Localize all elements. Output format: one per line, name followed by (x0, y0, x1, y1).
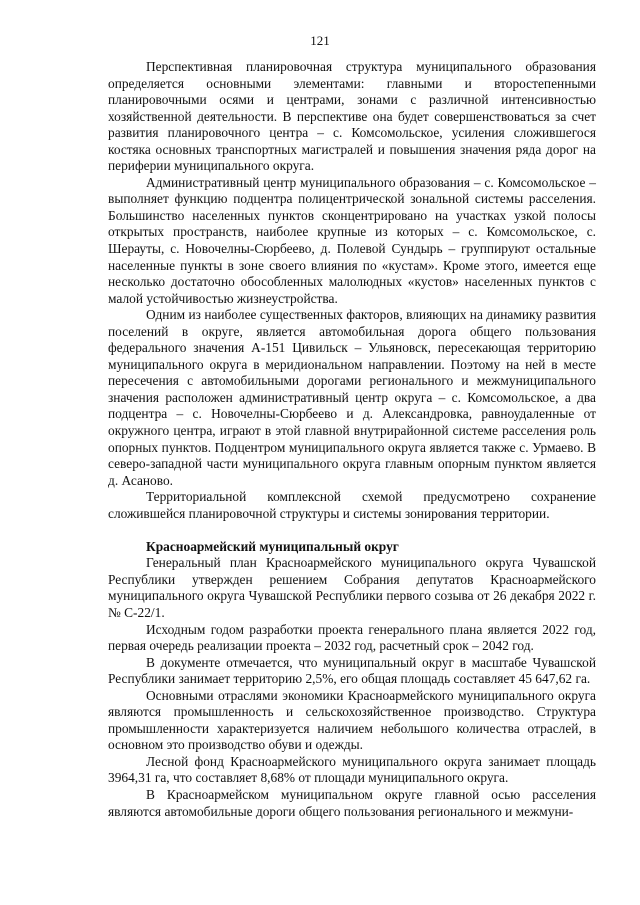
paragraph-settlement-axis: В Красноармейском муниципальном округе главной осью расселения являются автомобильные дороги общего пользования регионального и межмуни- (108, 787, 596, 819)
paragraph-territorial-scheme: Территориальной комплексной схемой предусмотрено сохранение сложившейся планировочной структуры и системы зонирования территории. (108, 489, 596, 521)
section-heading: Красноармейский муниципальный округ (146, 538, 399, 554)
paragraph-economy: Основными отраслями экономики Красноармейского муниципального округа являются промышленность и сельскохозяйственное производство. Структура промышленности характеризуется наличием небольшого количества отраслей, в основном это производство обуви и одежды. (108, 687, 596, 753)
paragraph-administrative-center: Административный центр муниципального образования – с. Комсомольское – выполняет функцию подцентра полицентрической зональной системы расселения. Большинство населенных пунктов сконцентрировано на участках узкой полосы открытых пространств, наиболее крупные из которых – с. Комсомольское, с. Шерауты, с. Новочелны-Сюрбеево, д. Полевой Сундырь – группируют остальные населенные пункты в зоне своего влияния по «кустам». Кроме этого, имеется еще несколько достаточно обособленных малолюдных «кустов» населенных пунктов с малой устойчивостью жизнеустройства. (108, 174, 596, 306)
page-content (108, 59, 596, 820)
paragraph-highway-factor: Одним из наиболее существенных факторов, влияющих на динамику развития поселений в округе, является автомобильная дорога общего пользования федерального значения А-151 Цивильск – Ульяновск, пересекающая территорию муниципального округа в меридиональном направлении. Поэтому на ней в месте пересечения с автомобильными дорогами регионального и межмуниципального значения расположен административный центр округа – с. Комсомольское, а два подцентра – с. Новочелны-Сюрбеево и д. Александровка, равноудаленные от окружного центра, играют в этой главной внутрирайонной системе расселения роль опорных пунктов. Подцентром муниципального округа является также с. Урмаево. В северо-западной части муниципального округа главным опорным пунктом является д. Асаново. (108, 307, 596, 488)
page-number: 121 (310, 33, 330, 48)
paragraph-general-plan: Генеральный план Красноармейского муниципального округа Чувашской Республики утвержден решением Собрания депутатов Красноармейского муниципального округа Чувашской Республики первого созыва от 26 декабря 2022 г. № С-22/1. (108, 555, 596, 620)
paragraph-forest-fund: Лесной фонд Красноармейского муниципального округа занимает площадь 3964,31 га, что составляет 8,68% от площади муниципального округа. (108, 753, 596, 786)
paragraph-plan-dates: Исходным годом разработки проекта генерального плана является 2022 год, первая очередь реализации проекта – 2032 год, расчетный срок – 2042 год. (108, 621, 596, 654)
paragraph-planning-structure: Перспективная планировочная структура муниципального образования определяется основными элементами: главными и второстепенными планировочными осями и центрами, зонами с различной интенсивностью хозяйственной деятельности. В перспективе она будет совершенствоваться за счет развития планировочного центра – с. Комсомольское, усиления сложившегося костяка основных транспортных магистралей и повышения значения ряда дорог на периферии муниципального округа. (108, 59, 596, 174)
paragraph-territory-area: В документе отмечается, что муниципальный округ в масштабе Чувашской Республики занимает территорию 2,5%, его общая площадь составляет 45 647,62 га. (108, 654, 596, 687)
